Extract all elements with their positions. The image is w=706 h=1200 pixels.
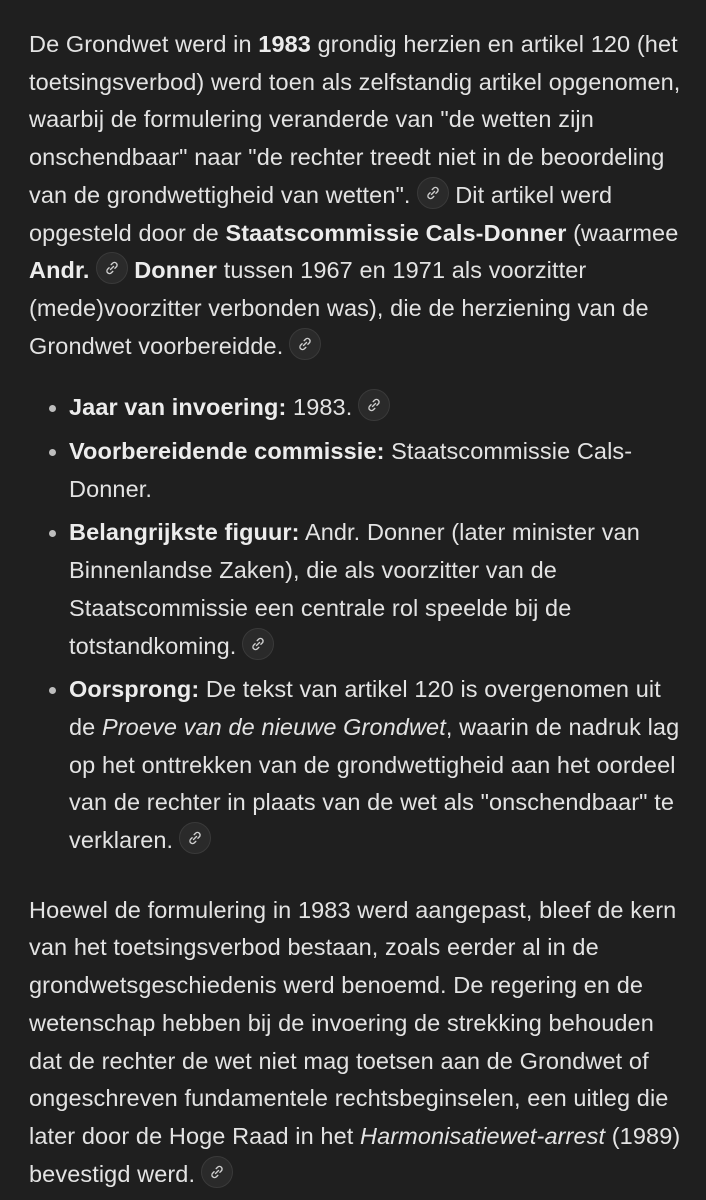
source-link-button[interactable] — [201, 1156, 233, 1188]
bullet-text: , waarin de nadruk lag op het onttrekken van de grondwettigheid aan het oordeel van de rechter in plaats van de wet als "onschendbaar" te verklaren. — [69, 713, 680, 854]
source-link-button[interactable] — [358, 389, 390, 421]
text: grondig herzien en artikel 120 (het toetsingsverbod) werd toen als zelfstandig artikel opgenomen, waarbij de formulering veranderde van "de wetten zijn onschendbaar" naar "de rechter treedt niet in de beoordeling van de grondwettigheid van wetten". — [29, 31, 681, 208]
list-item — [69, 433, 689, 508]
source-link-button[interactable] — [242, 628, 274, 660]
list-item — [69, 671, 689, 860]
bullet-text: 1983. — [286, 394, 353, 421]
text: Dit artikel werd opgesteld door de — [29, 181, 613, 246]
bold-donner: Donner — [134, 257, 218, 284]
text: tussen 1967 en 1971 als voorzitter (mede)voorzitter verbonden was), die de herziening van de Grondwet voorbereidde. — [29, 257, 649, 359]
bold-andr: Andr. — [29, 257, 90, 284]
bullet-text: Staatscommissie Cals-Donner. — [69, 438, 633, 502]
bold-commission: Staatscommissie Cals-Donner — [225, 219, 567, 246]
source-link-button[interactable] — [289, 328, 321, 360]
list-item — [69, 389, 689, 427]
link-icon — [297, 336, 313, 352]
text: De Grondwet werd in — [29, 31, 259, 57]
bullet-label: Voorbereidende commissie: — [69, 438, 385, 465]
source-link-button[interactable] — [417, 177, 449, 209]
bullet-list — [29, 389, 689, 859]
source-link-button[interactable] — [96, 252, 128, 284]
response-content — [29, 26, 689, 1193]
link-icon — [425, 185, 441, 201]
link-icon — [104, 260, 120, 276]
link-icon — [366, 397, 382, 413]
paragraph-2 — [29, 892, 689, 1194]
paragraph-1 — [29, 26, 689, 365]
bullet-label: Belangrijkste figuur: — [69, 519, 300, 546]
text: (1989) bevestigd werd. — [29, 1122, 681, 1187]
bullet-text: Andr. Donner (later minister van Binnenlandse Zaken), die als voorzitter van de Staatscommissie een centrale rol speelde bij de totstandkoming. — [69, 519, 640, 659]
text: Hoewel de formulering in 1983 werd aangepast, bleef de kern van het toetsingsverbod bestaan, zoals eerder al in de grondwetsgeschiedenis werd benoemd. De regering en de wetenschap hebben bij de invoering de strekking behouden dat de rechter de wet niet mag toetsen aan de Grondwet of ongeschreven fundamentele rechtsbeginselen, een uitleg die later door de Hoge Raad in het — [29, 896, 677, 1149]
source-link-button[interactable] — [179, 822, 211, 854]
text: (waarmee — [566, 219, 679, 246]
link-icon — [209, 1164, 225, 1180]
link-icon — [250, 636, 266, 652]
bold-year: 1983 — [258, 31, 311, 57]
italic-case: Harmonisatiewet-arrest — [360, 1122, 606, 1149]
link-icon — [187, 830, 203, 846]
italic-title: Proeve van de nieuwe Grondwet — [101, 713, 446, 740]
bullet-label: Jaar van invoering: — [69, 394, 287, 421]
bullet-text: De tekst van artikel 120 is overgenomen uit de — [69, 676, 661, 740]
list-item — [69, 514, 689, 665]
bullet-label: Oorsprong: — [69, 676, 200, 703]
